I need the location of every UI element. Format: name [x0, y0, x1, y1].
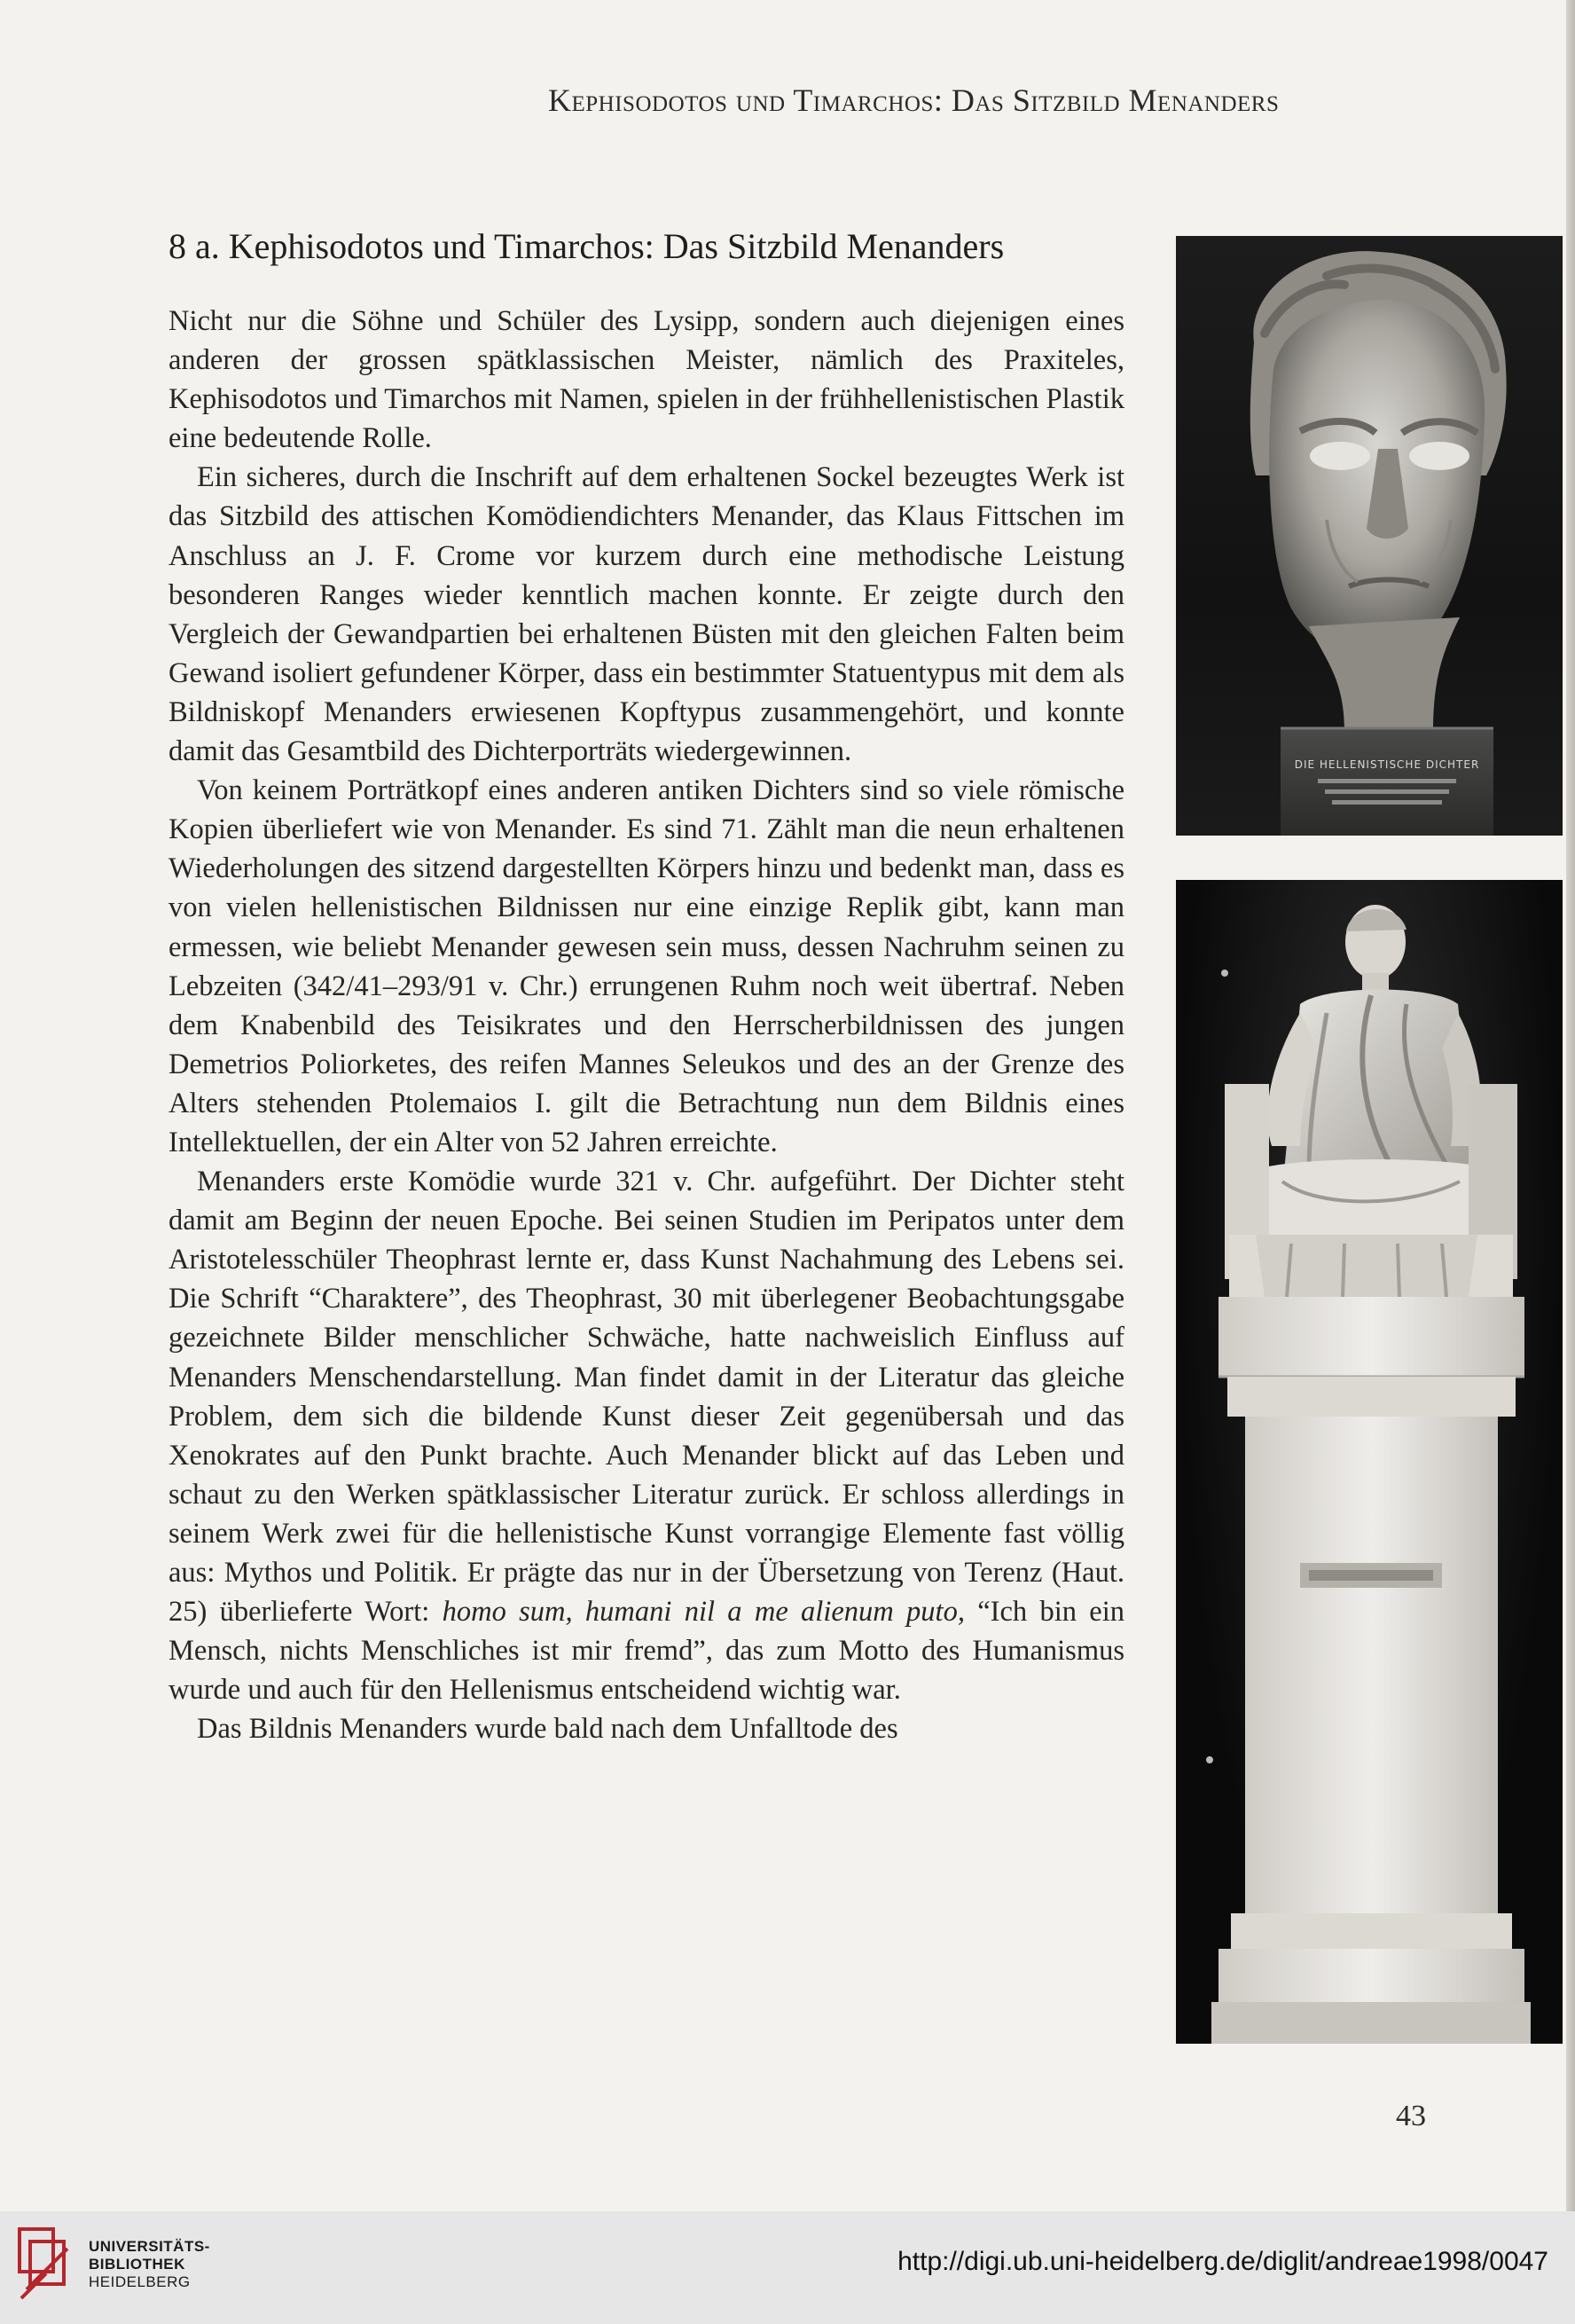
seated-statue-photo — [1176, 880, 1563, 2044]
paragraph-text: Menanders erste Komödie wurde 321 v. Chr. aufgeführt. Der Dichter steht damit am Beginn der neuen Epoche. Bei seinen Studien im Peripatos unter dem Aristotelesschüler Theophrast lernte er, dass Kunst Nachahmung des Lebens sei. Die Schrift “Charaktere”, des Theophrast, 30 mit überlegener Beobachtungsgabe gezeichnete Bilder menschlicher Schwäche, hatte nachweislich Einfluss auf Menanders Menschendarstellung. Man findet damit in der Literatur das gleiche Problem, dem sich die bildende Kunst dieser Zeit gegenübersah und das Xenokrates auf den Punkt brachte. Auch Menander blickt auf das Leben und schaut zu den Werken spätklassischer Literatur zurück. Er schloss allerdings in seinem Werk zwei für die hellenistische Kunst vorrangige Elemente fast völlig aus: Mythos und Politik. Er prägte das nur in der Übersetzung von Terenz (Haut. 25) überlieferte Wort: — [168, 1166, 1124, 1629]
base-label: DIE HELLENISTISCHE DICHTER — [1294, 758, 1480, 771]
page-edge — [1566, 0, 1575, 2211]
section-title: 8 a. Kephisodotos und Timarchos: Das Sitzbild Menanders — [168, 226, 1005, 266]
source-url-link[interactable]: http://digi.ub.uni-heidelberg.de/diglit/andreae1998/0047 — [897, 2247, 1548, 2276]
paragraph — [168, 1162, 1124, 1709]
portrait-head-photo — [1176, 236, 1563, 836]
page-number: 43 — [1396, 2100, 1426, 2132]
logo-line: HEIDELBERG — [89, 2273, 191, 2290]
body-text — [168, 302, 1124, 1748]
logo-line: BIBLIOTHEK — [89, 2256, 185, 2273]
quote-translation: “Ich bin ein Mensch, nichts Menschliches ist mir fremd”, das zum Motto des Humanismus wurde und auch für den Hellenismus entscheidend wichtig war. — [168, 1596, 1124, 1707]
library-logo-icon — [18, 2227, 73, 2300]
latin-quote: homo sum, humani nil a me alienum puto, — [442, 1596, 965, 1629]
paragraph: Ein sicheres, durch die Inschrift auf dem erhaltenen Sockel bezeugtes Werk ist das Sitzbild des attischen Komödiendichters Menander, das Klaus Fittschen im Anschluss an J. F. Crome vor kurzem durch eine methodische Leistung besonderen Ranges wieder kenntlich machen konnte. Er zeigte durch den Vergleich der Gewandpartien bei erhaltenen Büsten mit den gleichen Falten beim Gewand isoliert gefundener Körper, dass ein bestimmter Statuentypus mit dem als Bildniskopf Menanders erwiesenen Kopftypus zusammengehört, und konnte damit das Gesamtbild des Dichterporträts wiedergewinnen. — [168, 461, 1124, 768]
library-logo-text — [89, 2238, 210, 2291]
logo-line: UNIVERSITÄTS- — [89, 2238, 210, 2255]
footer-bar — [0, 2211, 1575, 2324]
paragraph: Das Bildnis Menanders wurde bald nach dem Unfalltode des — [197, 1713, 898, 1746]
paragraph: Nicht nur die Söhne und Schüler des Lysipp, sondern auch diejenigen eines anderen der grossen spätklassischen Meister, nämlich des Praxiteles, Kephisodotos und Timarchos mit Namen, spielen in der frühhellenistischen Plastik eine bedeutende Rolle. — [168, 305, 1124, 455]
running-header: Kephisodotos und Timarchos: Das Sitzbild Menanders — [548, 82, 1280, 118]
paragraph: Von keinem Porträtkopf eines anderen antiken Dichters sind so viele römische Kopien überliefert wie von Menander. Es sind 71. Zählt man die neun erhaltenen Wiederholungen des sitzend dargestellten Körpers hinzu und bedenkt man, dass es von vielen hellenistischen Bildnissen nur eine einzige Replik gibt, kann man ermessen, wie beliebt Menander gewesen sein muss, dessen Nachruhm seinen zu Lebzeiten (342/41–293/91 v. Chr.) errungenen Ruhm noch weit übertraf. Neben dem Knabenbild des Teisikrates und den Herrscherbildnissen des jungen Demetrios Poliorketes, des reifen Mannes Seleukos und des an der Grenze des Alters stehenden Ptolemaios I. gilt die Betrachtung nun dem Bildnis eines Intellektuellen, der ein Alter von 52 Jahren erreichte. — [168, 774, 1124, 1158]
